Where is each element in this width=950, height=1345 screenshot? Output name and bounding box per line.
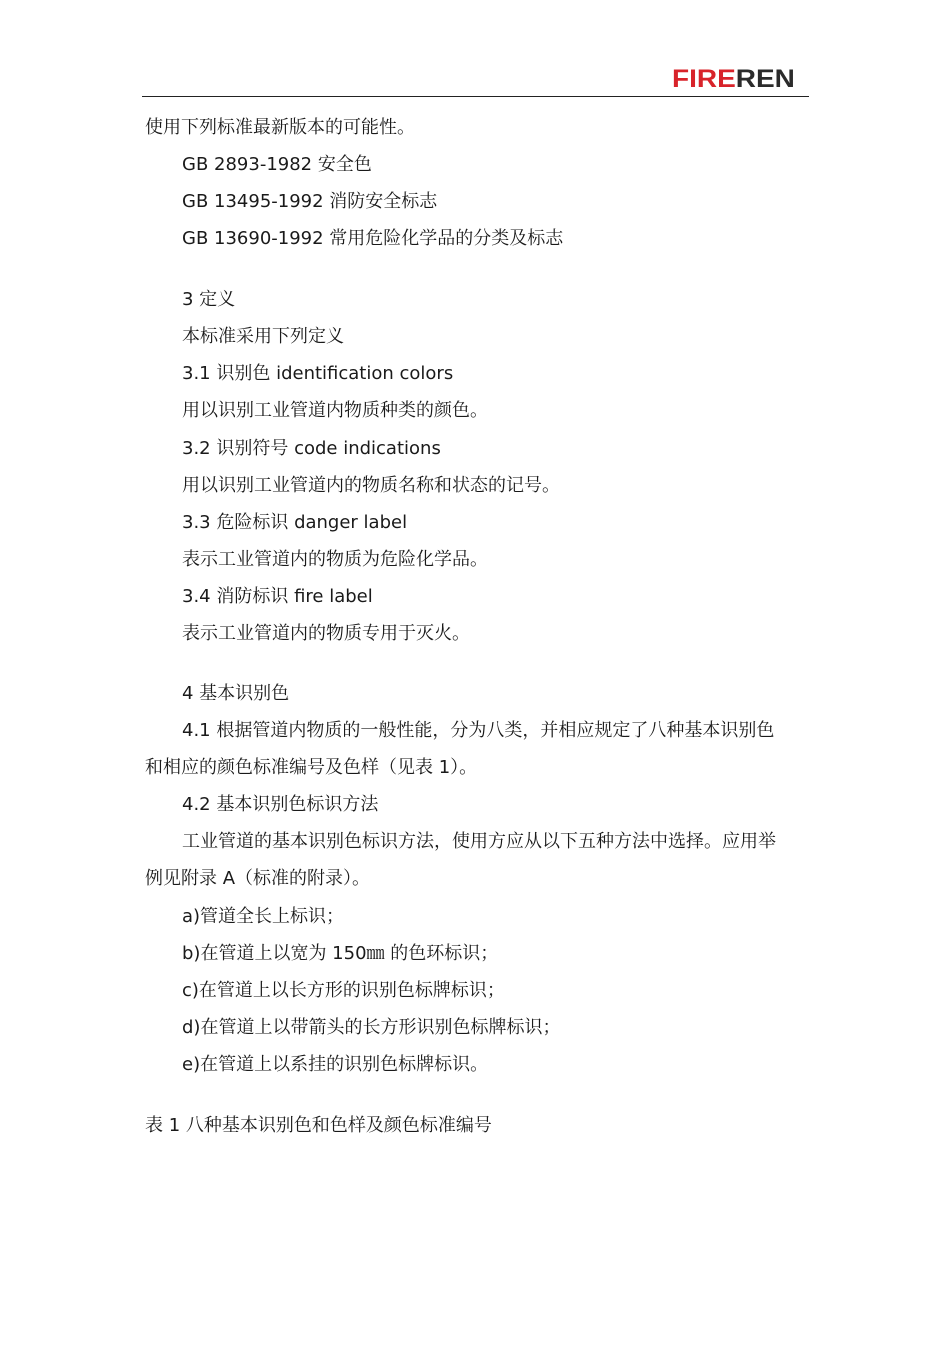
- definition-3-4-title: 3.4 消防标识 fire label: [182, 586, 373, 607]
- paragraph-4-2-line-2: 例见附录 A（标准的附录）。: [145, 868, 371, 889]
- definition-3-2-title: 3.2 识别符号 code indications: [182, 438, 441, 459]
- fireren-logo: [672, 64, 829, 94]
- section-3-heading: 3 定义: [182, 289, 236, 310]
- section-4-heading: 4 基本识别色: [182, 683, 290, 704]
- paragraph-4-2-title: 4.2 基本识别色标识方法: [182, 794, 379, 815]
- method-e: e)在管道上以系挂的识别色标牌标识。: [182, 1054, 489, 1075]
- logo-fire-text: FIRE: [672, 65, 736, 93]
- method-c: c)在管道上以长方形的识别色标牌标识；: [182, 980, 505, 1001]
- definition-3-1-title: 3.1 识别色 identification colors: [182, 363, 454, 384]
- definition-3-3-text: 表示工业管道内的物质为危险化学品。: [182, 549, 488, 570]
- definition-3-1-text: 用以识别工业管道内物质种类的颜色。: [182, 400, 488, 421]
- method-d: d)在管道上以带箭头的长方形识别色标牌标识；: [182, 1017, 561, 1038]
- definition-3-2-text: 用以识别工业管道内的物质名称和状态的记号。: [182, 475, 560, 496]
- section-3-intro: 本标准采用下列定义: [182, 326, 344, 347]
- definition-3-3-title: 3.3 危险标识 danger label: [182, 512, 408, 533]
- paragraph-4-1-line-1: 4.1 根据管道内物质的一般性能，分为八类，并相应规定了八种基本识别色: [182, 720, 775, 741]
- definition-3-4-text: 表示工业管道内的物质专用于灭火。: [182, 623, 470, 644]
- paragraph-4-2-line-1: 工业管道的基本识别色标识方法，使用方应从以下五种方法中选择。应用举: [182, 831, 776, 852]
- table-1-caption: 表 1 八种基本识别色和色样及颜色标准编号: [145, 1115, 492, 1136]
- standard-ref-3: GB 13690-1992 常用危险化学品的分类及标志: [182, 228, 564, 249]
- method-a: a)管道全长上标识；: [182, 906, 345, 927]
- standard-ref-1: GB 2893-1982 安全色: [182, 154, 372, 175]
- method-b: b)在管道上以宽为 150㎜ 的色环标识；: [182, 943, 499, 964]
- header-divider: [142, 96, 809, 97]
- paragraph-4-1-line-2: 和相应的颜色标准编号及色样（见表 1）。: [145, 757, 478, 778]
- intro-continuation: 使用下列标准最新版本的可能性。: [145, 117, 415, 138]
- standard-ref-2: GB 13495-1992 消防安全标志: [182, 191, 438, 212]
- logo-ren-text: REN: [735, 65, 795, 93]
